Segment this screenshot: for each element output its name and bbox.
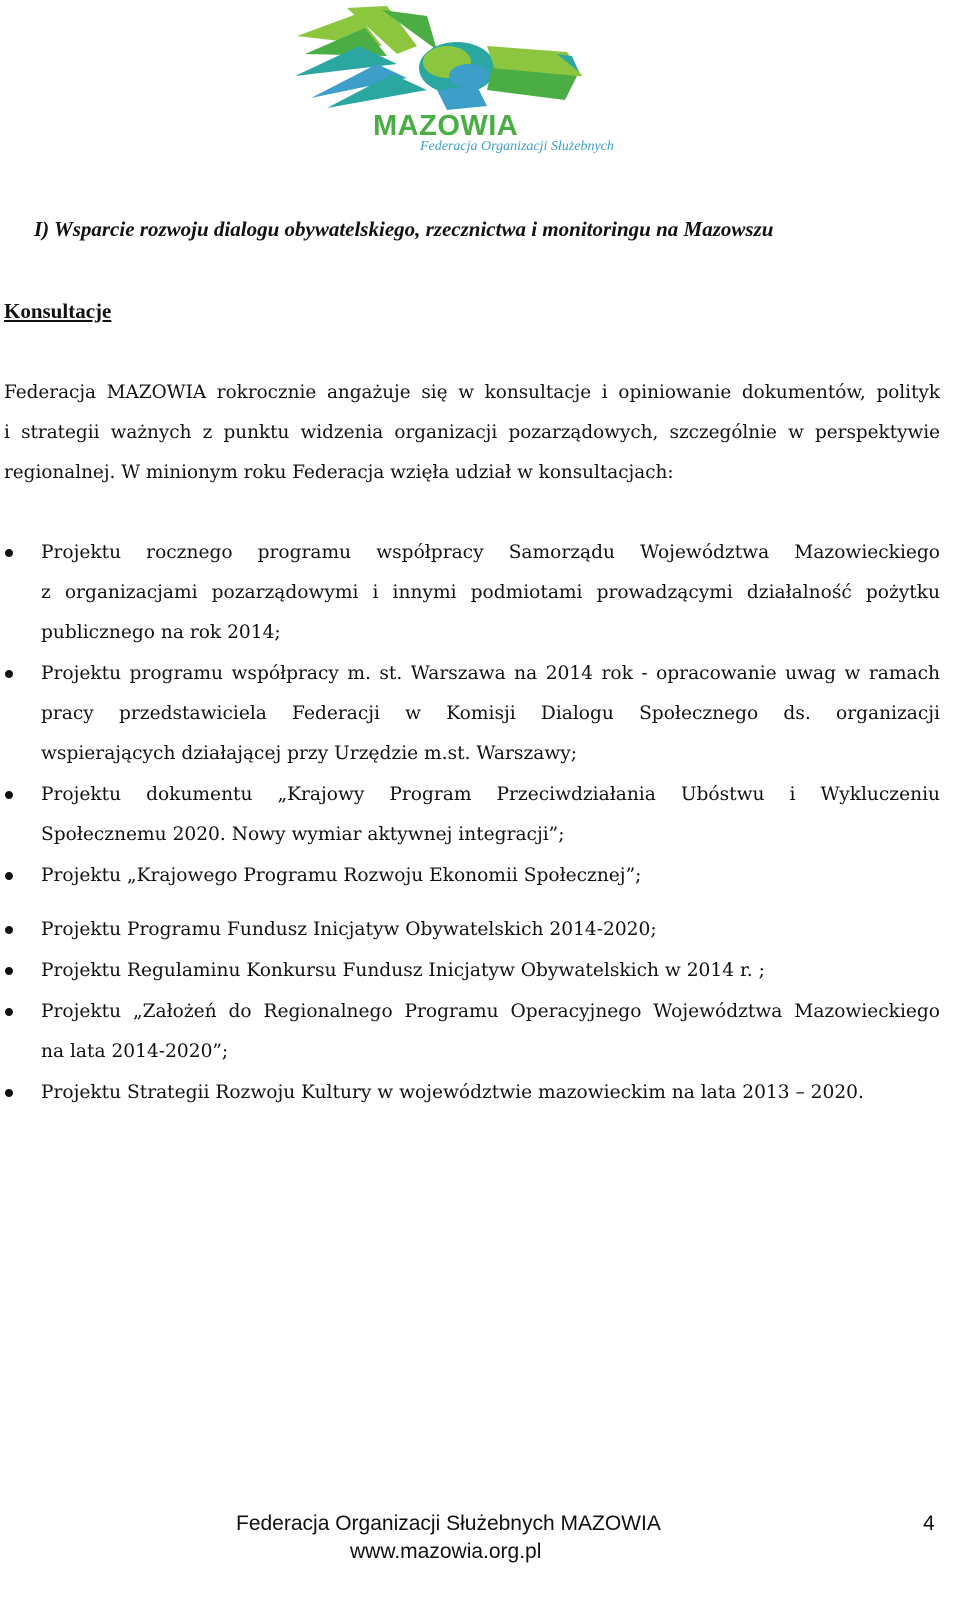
list-item-line: publicznego na rok 2014; <box>41 622 281 643</box>
list-item-line: Projektu rocznego programu współpracy Samorządu Województwa Mazowieckiego <box>41 542 940 563</box>
knot-emblem-icon <box>287 6 627 116</box>
list-item <box>0 856 940 896</box>
intro-line: regionalnej. W minionym roku Federacja wzięła udział w konsultacjach: <box>4 462 674 483</box>
list-item-line: Projektu Strategii Rozwoju Kultury w województwie mazowieckim na lata 2013 – 2020. <box>41 1082 864 1103</box>
bullet-icon <box>5 1089 13 1097</box>
mazowia-logo <box>287 6 627 158</box>
list-item-line: Projektu programu współpracy m. st. Warszawa na 2014 rok - opracowanie uwag w ramach <box>41 663 940 684</box>
section-title: Konsultacje <box>4 299 112 323</box>
list-item-line: Społecznemu 2020. Nowy wymiar aktywnej integracji”; <box>41 824 565 845</box>
list-item <box>0 654 940 774</box>
list-item-line: na lata 2014-2020”; <box>41 1041 229 1062</box>
intro-line: Federacja MAZOWIA rokrocznie angażuje się w konsultacje i opiniowanie dokumentów, polityk <box>4 382 940 403</box>
list-item-line: z organizacjami pozarządowymi i innymi podmiotami prowadzącymi działalność pożytku <box>41 582 940 603</box>
list-item <box>0 533 940 653</box>
footer-website-link[interactable]: www.mazowia.org.pl <box>350 1540 542 1563</box>
list-item <box>0 1073 940 1113</box>
bullet-icon <box>5 967 13 975</box>
bullet-icon <box>5 670 13 678</box>
page-heading: I) Wsparcie rozwoju dialogu obywatelskiego, rzecznictwa i monitoringu na Mazowszu <box>34 217 774 241</box>
logo-wordmark: MAZOWIA <box>373 110 519 142</box>
bullet-icon <box>5 1008 13 1016</box>
list-item <box>0 910 940 950</box>
intro-line: i strategii ważnych z punktu widzenia organizacji pozarządowych, szczególnie w perspektywie <box>4 422 940 443</box>
list-item <box>0 992 940 1072</box>
list-item-line: pracy przedstawiciela Federacji w Komisji Dialogu Społecznego ds. organizacji <box>41 703 940 724</box>
list-item <box>0 951 940 991</box>
bullet-icon <box>5 549 13 557</box>
list-item-line: wspierających działającej przy Urzędzie m.st. Warszawy; <box>41 743 578 764</box>
list-item <box>0 775 940 855</box>
logo-subtitle: Federacja Organizacji Służebnych <box>420 139 614 154</box>
bullet-icon <box>5 872 13 880</box>
page-number: 4 <box>923 1512 935 1535</box>
consultations-list <box>0 533 940 1113</box>
list-item-line: Projektu Programu Fundusz Inicjatyw Obywatelskich 2014-2020; <box>41 919 657 940</box>
footer-org-name: Federacja Organizacji Służebnych MAZOWIA <box>236 1512 661 1535</box>
bullet-icon <box>5 926 13 934</box>
list-item-line: Projektu Regulaminu Konkursu Fundusz Inicjatyw Obywatelskich w 2014 r. ; <box>41 960 765 981</box>
list-item-line: Projektu „Założeń do Regionalnego Programu Operacyjnego Województwa Mazowieckiego <box>41 1001 940 1022</box>
list-item-line: Projektu dokumentu „Krajowy Program Przeciwdziałania Ubóstwu i Wykluczeniu <box>41 784 940 805</box>
intro-paragraph <box>4 373 940 493</box>
list-item-line: Projektu „Krajowego Programu Rozwoju Ekonomii Społecznej”; <box>41 865 642 886</box>
bullet-icon <box>5 791 13 799</box>
